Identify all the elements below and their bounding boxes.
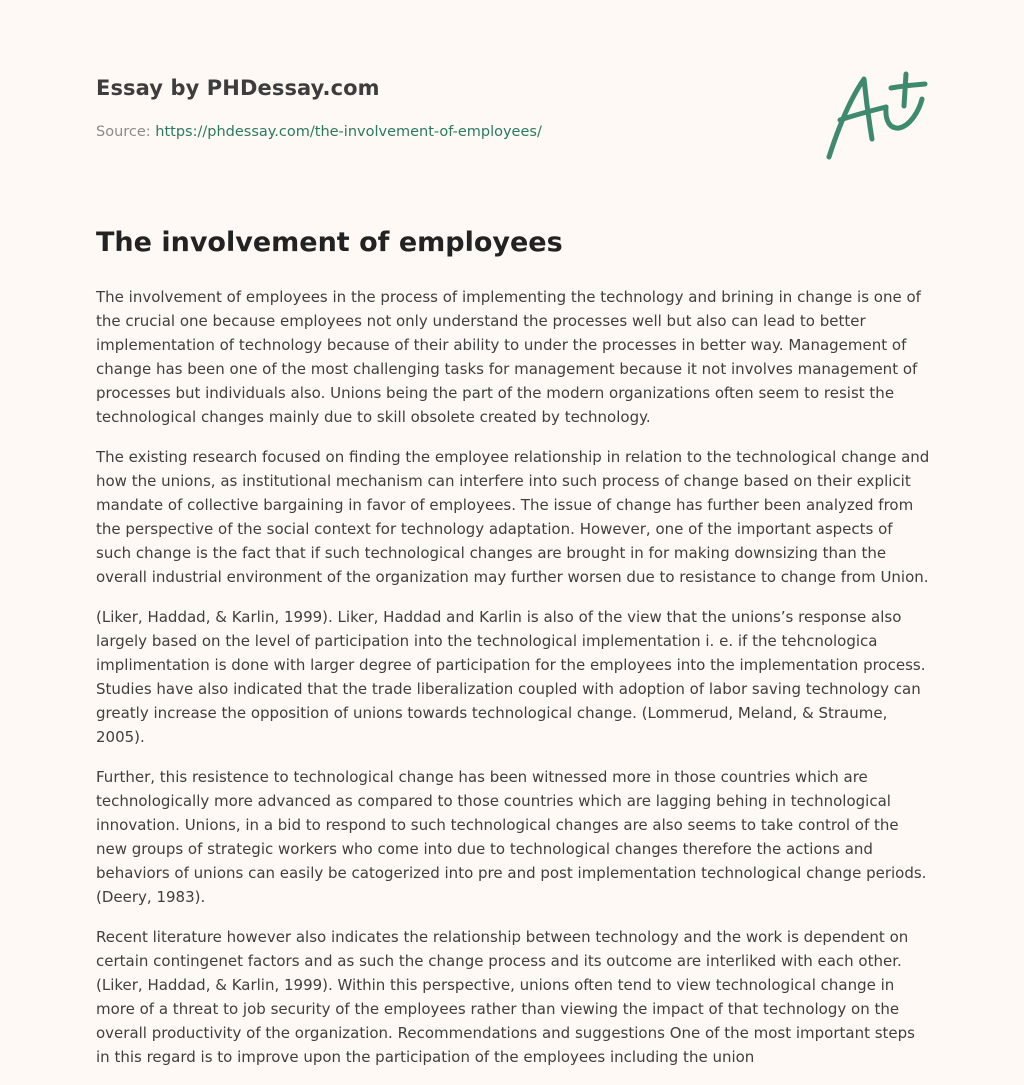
source-label: Source: [96, 124, 151, 140]
essay-body [96, 285, 930, 1085]
source-link[interactable]: https://phdessay.com/the-involvement-of-employees/ [155, 124, 542, 140]
source-line [96, 124, 542, 140]
site-title: Essay by PHDessay.com [96, 76, 380, 100]
essay-paragraph: The involvement of employees in the process of implementing the technology and brining in change is one of the crucial one because employees not only understand the processes well but also can lead to better implementation of technology because of their ability to under the processes in better way. Management of change has been one of the most challenging tasks for management because it not involves management of processes but individuals also. Unions being the part of the modern organizations often seem to resist the technological changes mainly due to skill obsolete created by technology. [96, 288, 921, 426]
essay-paragraph: Further, this resistence to technological change has been witnessed more in those countries which are technologically more advanced as compared to those countries which are lagging behing in technological innovation. Unions, in a bid to respond to such technological changes are also seems to take control of the new groups of strategic workers who come into due to technological changes therefore the actions and behaviors of unions can easily be catogerized into pre and post implementation technological change periods. (Deery, 1983). [96, 768, 927, 906]
essay-title: The involvement of employees [96, 227, 563, 258]
essay-paragraph: Recent literature however also indicates the relationship between technology and the work is dependent on certain contingenet factors and as such the change process and its outcome are interliked with each other. (Liker, Haddad, & Karlin, 1999). Within this perspective, unions often tend to view technological change in more of a threat to job security of the employees rather than viewing the impact of that technology on the overall productivity of the organization. Recommendations and suggestions One of the most important steps in this regard is to improve upon the participation of the employees including the union [96, 928, 916, 1066]
a-plus-logo-icon [820, 66, 932, 166]
essay-paragraph: The existing research focused on finding the employee relationship in relation to the technological change and how the unions, as institutional mechanism can interfere into such process of change based on their explicit mandate of collective bargaining in favor of employees. The issue of change has further been analyzed from the perspective of the social context for technology adaptation. However, one of the important aspects of such change is the fact that if such technological changes are brought in for making downsizing than the overall industrial environment of the organization may further worsen due to resistance to change from Union. [96, 448, 930, 586]
essay-paragraph: (Liker, Haddad, & Karlin, 1999). Liker, Haddad and Karlin is also of the view that the unions’s response also largely based on the level of participation into the technological implementation i. e. if the tehcnologica implimentation is done with larger degree of participation for the employees into the implementation process. Studies have also indicated that the trade liberalization coupled with adoption of labor saving technology can greatly increase the opposition of unions towards technological change. (Lommerud, Meland, & Straume, 2005). [96, 608, 926, 746]
